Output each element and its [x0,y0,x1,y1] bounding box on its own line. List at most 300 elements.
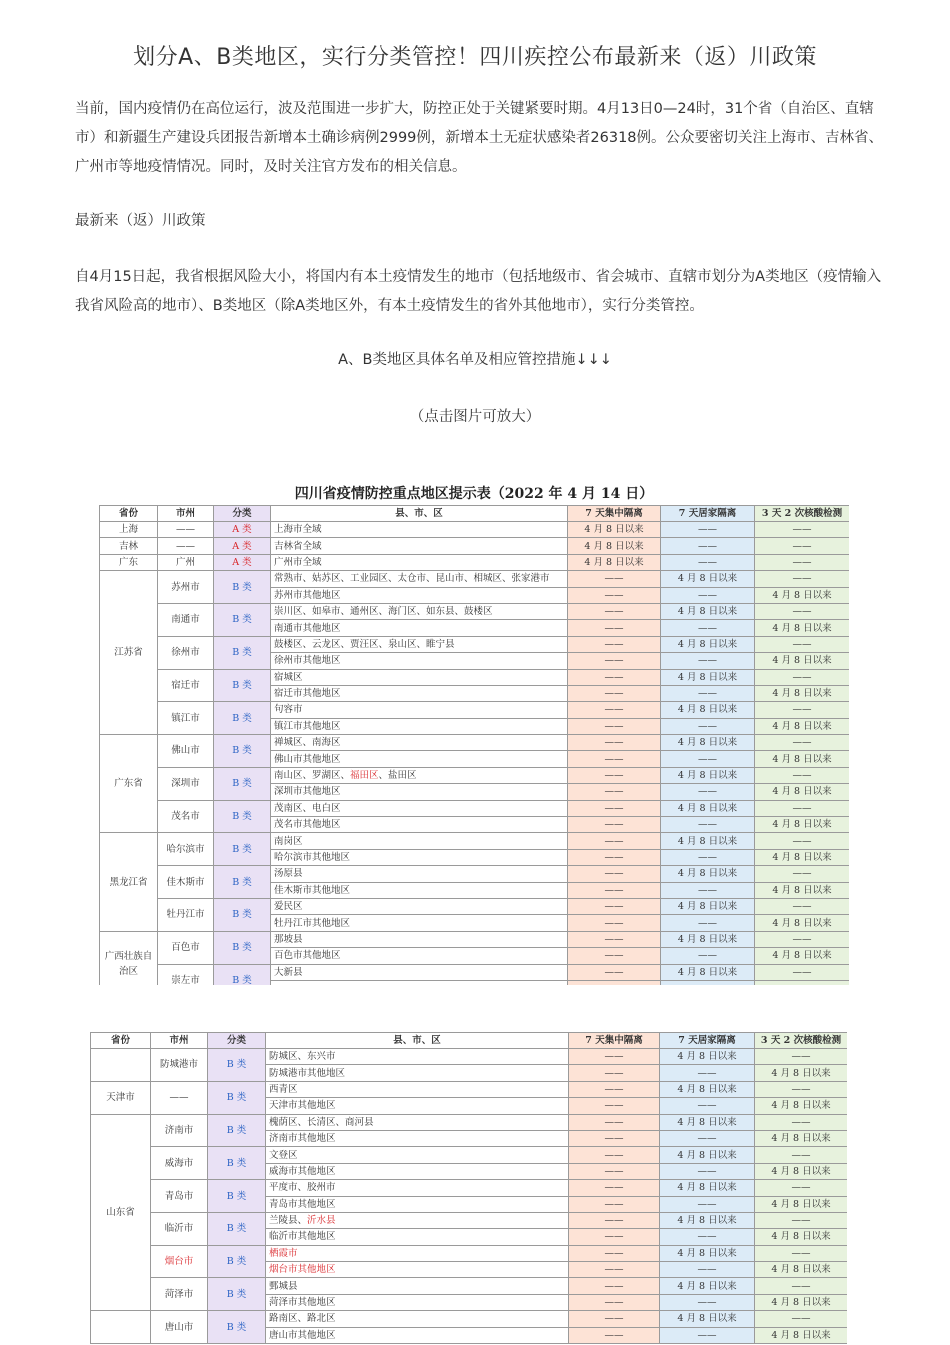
nucleic-test-cell: 4 月 8 日以来 [755,784,850,800]
area-cell: 爱民区 [271,898,568,914]
quarantine-7d-cell: —— [569,1212,660,1228]
nucleic-test-cell: —— [755,866,850,882]
quarantine-7d-cell: —— [568,620,661,636]
paragraph-zoom-hint: （点击图片可放大） [409,409,541,425]
table-image-1[interactable] [99,483,849,985]
quarantine-7d-cell [568,980,661,985]
province-cell: 天津市 [91,1081,151,1114]
home-isolation-7d-cell: 4 月 8 日以来 [661,571,755,587]
area-cell: 路南区、路北区 [266,1311,569,1327]
table-row [91,1180,848,1196]
class-cell: B 类 [214,767,271,800]
nucleic-test-cell: —— [755,800,850,816]
area-cell: 南通市其他地区 [271,620,568,636]
city-cell: 镇江市 [158,702,214,735]
nucleic-test-cell: —— [755,522,850,538]
class-cell: B 类 [214,866,271,899]
column-header: 7 天居家隔离 [660,1033,755,1049]
quarantine-7d-cell: —— [569,1229,660,1245]
table-row [91,1114,848,1130]
city-cell: 菏泽市 [151,1278,208,1311]
area-cell: 宿迁市其他地区 [271,685,568,701]
quarantine-7d-cell: —— [569,1278,660,1294]
province-cell: 广东省 [100,735,158,833]
home-isolation-7d-cell: —— [660,1327,755,1343]
nucleic-test-cell: 4 月 8 日以来 [755,1098,848,1114]
class-cell: B 类 [208,1049,266,1082]
nucleic-test-cell: 4 月 8 日以来 [755,948,850,964]
city-cell: —— [158,522,214,538]
table-row [91,1311,848,1327]
city-cell: 牡丹江市 [158,898,214,931]
column-header: 县、市、区 [271,506,568,522]
nucleic-test-cell: 4 月 8 日以来 [755,587,850,603]
area-cell: 牡丹江市其他地区 [271,915,568,931]
nucleic-test-cell: 4 月 8 日以来 [755,849,850,865]
nucleic-test-cell: —— [755,1245,848,1261]
class-cell: B 类 [208,1278,266,1311]
city-cell: 崇左市 [158,964,214,985]
area-cell: 禅城区、南海区 [271,735,568,751]
area-cell: 佛山市其他地区 [271,751,568,767]
table-row [91,1081,848,1097]
nucleic-test-cell: 4 月 8 日以来 [755,620,850,636]
table-row [100,603,850,619]
area-highlight: 栖霞市 [269,1247,298,1259]
quarantine-7d-cell: 4 月 8 日以来 [568,538,661,554]
home-isolation-7d-cell: —— [661,522,755,538]
nucleic-test-cell: 4 月 8 日以来 [755,751,850,767]
area-text: 南山区、罗湖区、 [274,770,351,782]
nucleic-test-cell: —— [755,554,850,570]
home-isolation-7d-cell: —— [661,817,755,833]
area-cell: 上海市全域 [271,522,568,538]
quarantine-7d-cell: —— [568,587,661,603]
article-title: 划分A、B类地区，实行分类管控！四川疾控公布最新来（返）川政策 [133,45,817,70]
nucleic-test-cell: 4 月 8 日以来 [755,1327,848,1343]
quarantine-7d-cell: —— [568,636,661,652]
area-cell: 常熟市、姑苏区、工业园区、太仓市、昆山市、相城区、张家港市 [271,571,568,587]
home-isolation-7d-cell: —— [661,554,755,570]
city-cell: 佳木斯市 [158,866,214,899]
home-isolation-7d-cell: 4 月 8 日以来 [661,964,755,980]
city-cell: 威海市 [151,1147,208,1180]
home-isolation-7d-cell: —— [661,849,755,865]
home-isolation-7d-cell: 4 月 8 日以来 [661,702,755,718]
area-cell: 鄄城县 [266,1278,569,1294]
area-cell: 镇江市其他地区 [271,718,568,734]
class-cell: B 类 [214,702,271,735]
nucleic-test-cell: —— [755,964,850,980]
column-header: 3 天 2 次核酸检测 [755,506,850,522]
province-cell: 广东 [100,554,158,570]
area-cell: 宿城区 [271,669,568,685]
control-areas-table-2 [90,1032,847,1344]
area-cell: 百色市其他地区 [271,948,568,964]
class-cell: B 类 [214,571,271,604]
class-cell: B 类 [208,1114,266,1147]
table-row [91,1147,848,1163]
area-cell [266,1262,569,1278]
quarantine-7d-cell: —— [569,1245,660,1261]
class-cell: B 类 [214,898,271,931]
nucleic-test-cell: 4 月 8 日以来 [755,817,850,833]
table-row [100,538,850,554]
nucleic-test-cell [755,980,850,985]
home-isolation-7d-cell: —— [661,685,755,701]
city-cell: —— [151,1081,208,1114]
quarantine-7d-cell: —— [568,948,661,964]
nucleic-test-cell: 4 月 8 日以来 [755,718,850,734]
home-isolation-7d-cell: —— [660,1098,755,1114]
nucleic-test-cell: —— [755,1212,848,1228]
province-cell [91,1049,151,1082]
class-cell: A 类 [214,522,271,538]
area-cell: 崇川区、如皋市、通州区、海门区、如东县、鼓楼区 [271,603,568,619]
quarantine-7d-cell: —— [568,931,661,947]
area-highlight: 沂水县 [307,1215,336,1227]
home-isolation-7d-cell: 4 月 8 日以来 [661,767,755,783]
nucleic-test-cell: —— [755,833,850,849]
quarantine-7d-cell: —— [569,1114,660,1130]
area-cell: 句容市 [271,702,568,718]
table-row [100,833,850,849]
table-row [91,1245,848,1261]
city-cell: 青岛市 [151,1180,208,1213]
nucleic-test-cell: —— [755,1114,848,1130]
quarantine-7d-cell: —— [568,571,661,587]
home-isolation-7d-cell: 4 月 8 日以来 [661,603,755,619]
area-cell: 深圳市其他地区 [271,784,568,800]
home-isolation-7d-cell: 4 月 8 日以来 [661,833,755,849]
quarantine-7d-cell: —— [568,718,661,734]
area-cell: 吉林省全域 [271,538,568,554]
class-cell: B 类 [208,1245,266,1278]
quarantine-7d-cell: —— [569,1163,660,1179]
area-cell: 南岗区 [271,833,568,849]
nucleic-test-cell: 4 月 8 日以来 [755,685,850,701]
table-row [100,898,850,914]
nucleic-test-cell: —— [755,702,850,718]
table-row [91,1278,848,1294]
home-isolation-7d-cell: —— [660,1163,755,1179]
nucleic-test-cell: 4 月 8 日以来 [755,1262,848,1278]
area-cell: 西青区 [266,1081,569,1097]
city-cell: 唐山市 [151,1311,208,1344]
area-cell: 那坡县 [271,931,568,947]
quarantine-7d-cell: —— [568,915,661,931]
home-isolation-7d-cell: 4 月 8 日以来 [660,1278,755,1294]
nucleic-test-cell: 4 月 8 日以来 [755,1065,848,1081]
home-isolation-7d-cell: 4 月 8 日以来 [660,1245,755,1261]
quarantine-7d-cell: —— [568,964,661,980]
area-cell: 佳木斯市其他地区 [271,882,568,898]
quarantine-7d-cell: —— [569,1311,660,1327]
area-cell: 大新县 [271,964,568,980]
class-cell: B 类 [208,1311,266,1344]
quarantine-7d-cell: —— [568,669,661,685]
home-isolation-7d-cell: 4 月 8 日以来 [660,1049,755,1065]
province-cell: 吉林 [100,538,158,554]
province-cell: 江苏省 [100,571,158,735]
column-header: 7 天居家隔离 [661,506,755,522]
area-cell: 茂南区、电白区 [271,800,568,816]
quarantine-7d-cell: —— [568,653,661,669]
column-header: 7 天集中隔离 [568,506,661,522]
home-isolation-7d-cell: 4 月 8 日以来 [661,898,755,914]
nucleic-test-cell: 4 月 8 日以来 [755,882,850,898]
area-cell [266,1245,569,1261]
city-cell: 苏州市 [158,571,214,604]
home-isolation-7d-cell: —— [660,1196,755,1212]
nucleic-test-cell: —— [755,1081,848,1097]
column-header: 县、市、区 [266,1033,569,1049]
table-row [91,1212,848,1228]
class-cell: B 类 [208,1147,266,1180]
quarantine-7d-cell: —— [568,882,661,898]
nucleic-test-cell: 4 月 8 日以来 [755,1196,848,1212]
city-cell: 广州 [158,554,214,570]
column-header: 市州 [151,1033,208,1049]
area-cell: 威海市其他地区 [266,1163,569,1179]
table-row [100,800,850,816]
home-isolation-7d-cell: —— [661,587,755,603]
table-row [100,866,850,882]
city-cell: 烟台市 [151,1245,208,1278]
home-isolation-7d-cell: 4 月 8 日以来 [660,1311,755,1327]
quarantine-7d-cell: —— [568,800,661,816]
class-cell: B 类 [214,833,271,866]
column-header: 3 天 2 次核酸检测 [755,1033,848,1049]
province-cell: 广西壮族自治区 [100,931,158,985]
table-row [100,636,850,652]
class-cell: B 类 [214,964,271,985]
quarantine-7d-cell: —— [569,1049,660,1065]
home-isolation-7d-cell: —— [661,948,755,964]
class-cell: A 类 [214,554,271,570]
table-row [100,571,850,587]
area-cell: 青岛市其他地区 [266,1196,569,1212]
paragraph-list-note: A、B类地区具体名单及相应管控措施↓↓↓ [338,352,612,368]
area-cell: 平度市、胶州市 [266,1180,569,1196]
quarantine-7d-cell: —— [568,603,661,619]
city-cell: —— [158,538,214,554]
quarantine-7d-cell: —— [568,817,661,833]
nucleic-test-cell: —— [755,603,850,619]
quarantine-7d-cell: —— [569,1130,660,1146]
area-cell: 菏泽市其他地区 [266,1294,569,1310]
home-isolation-7d-cell: —— [661,784,755,800]
nucleic-test-cell: —— [755,898,850,914]
table-row [100,931,850,947]
home-isolation-7d-cell: —— [661,620,755,636]
home-isolation-7d-cell: —— [661,882,755,898]
area-cell: 临沂市其他地区 [266,1229,569,1245]
quarantine-7d-cell: —— [569,1065,660,1081]
home-isolation-7d-cell [661,980,755,985]
area-highlight: 烟台市其他地区 [269,1264,336,1276]
area-cell: 徐州市其他地区 [271,653,568,669]
home-isolation-7d-cell: —— [660,1262,755,1278]
city-cell: 百色市 [158,931,214,964]
nucleic-test-cell: —— [755,1311,848,1327]
quarantine-7d-cell: —— [569,1081,660,1097]
home-isolation-7d-cell: 4 月 8 日以来 [661,800,755,816]
city-cell: 南通市 [158,603,214,636]
home-isolation-7d-cell: —— [660,1294,755,1310]
area-highlight: 福田区 [350,770,379,782]
city-cell: 徐州市 [158,636,214,669]
area-text: 、盐田区 [378,770,417,782]
table-row [100,669,850,685]
area-cell: 唐山市其他地区 [266,1327,569,1343]
table-row [100,767,850,783]
class-cell: A 类 [214,538,271,554]
nucleic-test-cell: —— [755,669,850,685]
quarantine-7d-cell: —— [569,1180,660,1196]
column-header: 省份 [100,506,158,522]
table-title: 四川省疫情防控重点地区提示表（2022 年 4 月 14 日） [294,486,654,502]
home-isolation-7d-cell: 4 月 8 日以来 [660,1147,755,1163]
paragraph-subheading: 最新来（返）川政策 [75,213,206,229]
home-isolation-7d-cell: —— [660,1229,755,1245]
nucleic-test-cell: —— [755,538,850,554]
nucleic-test-cell: 4 月 8 日以来 [755,1229,848,1245]
home-isolation-7d-cell: —— [660,1130,755,1146]
home-isolation-7d-cell: —— [661,538,755,554]
area-cell [266,1212,569,1228]
nucleic-test-cell: —— [755,1180,848,1196]
quarantine-7d-cell: —— [569,1294,660,1310]
quarantine-7d-cell: —— [569,1098,660,1114]
table-row [100,735,850,751]
quarantine-7d-cell: —— [568,784,661,800]
control-areas-table-1 [99,505,849,985]
column-header: 市州 [158,506,214,522]
class-cell: B 类 [214,800,271,833]
province-cell: 上海 [100,522,158,538]
table-row [100,964,850,980]
area-cell: 汤原县 [271,866,568,882]
home-isolation-7d-cell: 4 月 8 日以来 [660,1180,755,1196]
quarantine-7d-cell: —— [568,849,661,865]
quarantine-7d-cell: —— [569,1262,660,1278]
nucleic-test-cell: —— [755,767,850,783]
city-cell: 宿迁市 [158,669,214,702]
city-cell: 临沂市 [151,1212,208,1245]
quarantine-7d-cell: —— [569,1327,660,1343]
quarantine-7d-cell: —— [569,1147,660,1163]
home-isolation-7d-cell: —— [661,915,755,931]
home-isolation-7d-cell: —— [661,653,755,669]
column-header: 分类 [208,1033,266,1049]
home-isolation-7d-cell: 4 月 8 日以来 [660,1114,755,1130]
quarantine-7d-cell: —— [568,751,661,767]
table-row [100,702,850,718]
home-isolation-7d-cell: —— [661,718,755,734]
quarantine-7d-cell: —— [568,767,661,783]
area-cell: 槐荫区、长清区、商河县 [266,1114,569,1130]
table-row [100,522,850,538]
area-cell: 茂名市其他地区 [271,817,568,833]
province-cell: 山东省 [91,1114,151,1311]
column-header: 省份 [91,1033,151,1049]
nucleic-test-cell: —— [755,931,850,947]
home-isolation-7d-cell: 4 月 8 日以来 [661,735,755,751]
quarantine-7d-cell: —— [568,866,661,882]
nucleic-test-cell: —— [755,735,850,751]
nucleic-test-cell: —— [755,636,850,652]
area-cell: 文登区 [266,1147,569,1163]
city-cell: 茂名市 [158,800,214,833]
quarantine-7d-cell: 4 月 8 日以来 [568,554,661,570]
quarantine-7d-cell: —— [568,898,661,914]
nucleic-test-cell: 4 月 8 日以来 [755,1294,848,1310]
home-isolation-7d-cell: 4 月 8 日以来 [661,931,755,947]
city-cell: 防城港市 [151,1049,208,1082]
area-cell [271,767,568,783]
nucleic-test-cell: —— [755,1049,848,1065]
area-cell: 鼓楼区、云龙区、贾汪区、泉山区、睢宁县 [271,636,568,652]
area-cell: 苏州市其他地区 [271,587,568,603]
nucleic-test-cell: —— [755,1147,848,1163]
home-isolation-7d-cell: 4 月 8 日以来 [661,636,755,652]
home-isolation-7d-cell: —— [661,751,755,767]
home-isolation-7d-cell: 4 月 8 日以来 [661,669,755,685]
home-isolation-7d-cell: —— [660,1065,755,1081]
home-isolation-7d-cell: 4 月 8 日以来 [661,866,755,882]
table-image-2[interactable] [90,1032,847,1345]
nucleic-test-cell: 4 月 8 日以来 [755,1163,848,1179]
class-cell: B 类 [214,669,271,702]
class-cell: B 类 [214,931,271,964]
paragraph-policy: 自4月15日起，我省根据风险大小，将国内有本土疫情发生的地市（包括地级市、省会城市、直辖市划分为A类地区（疫情输入我省风险高的地市）、B类地区（除A类地区外，有本土疫情发生的省外其他地市），实行分类管控。 [75,269,882,314]
area-cell: 广州市全域 [271,554,568,570]
nucleic-test-cell: —— [755,1278,848,1294]
province-cell: 黑龙江省 [100,833,158,931]
class-cell: B 类 [208,1081,266,1114]
city-cell: 哈尔滨市 [158,833,214,866]
area-cell: 防城区、东兴市 [266,1049,569,1065]
quarantine-7d-cell: 4 月 8 日以来 [568,522,661,538]
city-cell: 济南市 [151,1114,208,1147]
column-header: 7 天集中隔离 [569,1033,660,1049]
quarantine-7d-cell: —— [569,1196,660,1212]
area-cell: 济南市其他地区 [266,1130,569,1146]
table-row [100,554,850,570]
quarantine-7d-cell: —— [568,702,661,718]
city-cell: 深圳市 [158,767,214,800]
paragraph-intro: 当前，国内疫情仍在高位运行，波及范围进一步扩大，防控正处于关键紧要时期。4月13日0—24时，31个省（自治区、直辖市）和新疆生产建设兵团报告新增本土确诊病例2999例，新增本土无症状感染者26318例。公众要密切关注上海市、吉林省、广州市等地疫情情况。同时，及时关注官方发布的相关信息。 [75,101,884,175]
class-cell: B 类 [214,636,271,669]
area-cell [271,980,568,985]
class-cell: B 类 [214,735,271,768]
table-row [91,1049,848,1065]
province-cell [91,1311,151,1344]
city-cell: 佛山市 [158,735,214,768]
area-cell: 天津市其他地区 [266,1098,569,1114]
nucleic-test-cell: 4 月 8 日以来 [755,653,850,669]
home-isolation-7d-cell: 4 月 8 日以来 [660,1081,755,1097]
class-cell: B 类 [208,1180,266,1213]
nucleic-test-cell: 4 月 8 日以来 [755,915,850,931]
nucleic-test-cell: —— [755,571,850,587]
class-cell: B 类 [208,1212,266,1245]
area-cell: 防城港市其他地区 [266,1065,569,1081]
column-header: 分类 [214,506,271,522]
quarantine-7d-cell: —— [568,735,661,751]
area-text: 兰陵县、 [269,1215,308,1227]
